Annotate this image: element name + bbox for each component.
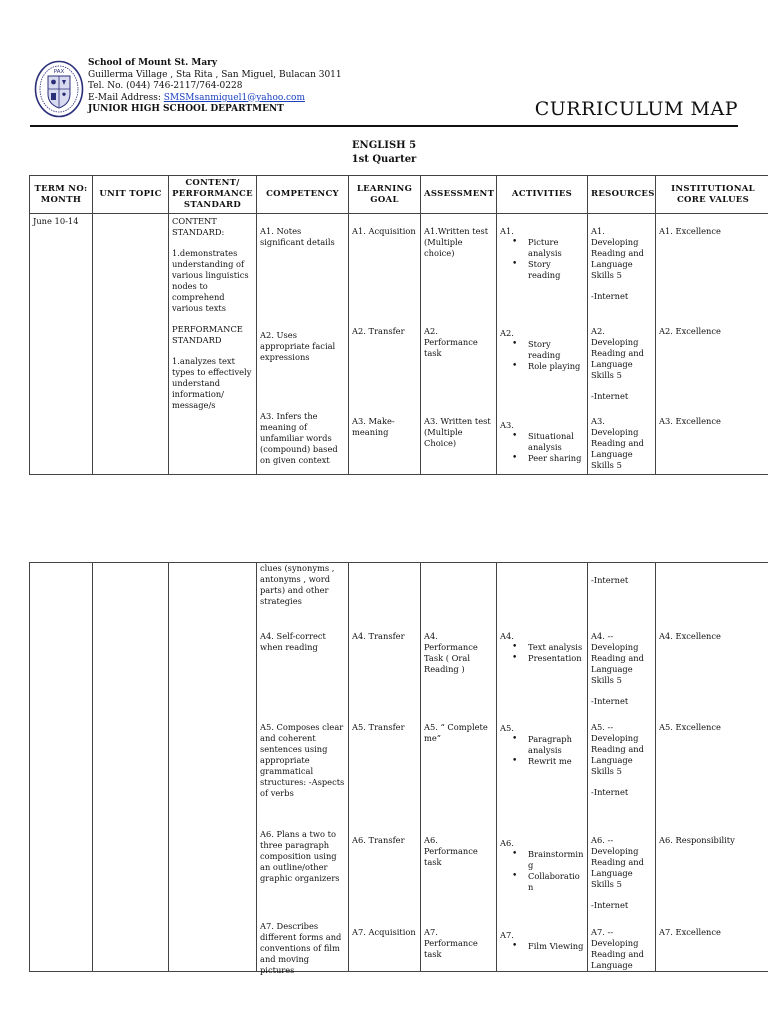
core-values-cell [656,563,768,972]
col-header-assessment: ASSESSMENT [421,176,497,214]
activities-cell [497,563,588,972]
curriculum-table-continued [29,562,768,975]
col-header-core-values: INSTITUTIONAL CORE VALUES [656,176,768,214]
resource-text: A6. --Developing Reading and Language Skills 5 [591,835,644,889]
term-cell [30,563,93,972]
list-item: • Story reading [500,259,584,281]
goal-a1: A1. Acquisition [352,226,416,236]
competency-a6: A6. Plans a two to three paragraph composition using an outline/other graphic organizers [260,829,340,883]
col-header-activities: ACTIVITIES [497,176,588,214]
activities-a4 [500,631,584,664]
col-header-learning-goal: LEARNING GOAL [349,176,421,214]
assessment-a4: A4. Performance Task ( Oral Reading ) [424,631,478,674]
resource-a4 [591,631,652,707]
document-title: CURRICULUM MAP [534,98,738,120]
resource-text: A5. --Developing Reading and Language Skills 5 [591,722,644,776]
performance-standard-text: 1.analyzes text types to effectively understand information/ message/s [172,356,252,410]
list-item: • Situational analysis [500,431,584,453]
activity-list [500,734,584,767]
activity-label: A7. [500,930,514,940]
list-item: • Rewrit me [500,756,584,767]
header-divider [30,125,738,127]
activities-a2 [500,328,584,372]
activity-label: A1. [500,226,514,236]
performance-standard-label: PERFORMANCE STANDARD [172,324,243,345]
school-address: Guillerma Village , Sta Rita , San Miguel, Bulacan 3011 [88,69,342,80]
competency-a1: A1. Notes significant details [260,226,335,247]
competency-continued: clues (synonyms , antonyms , word parts) and other strategies [260,563,335,606]
value-a4: A4. Excellence [659,631,721,641]
list-item: • Presentation [500,653,584,664]
assessment-cell [421,214,497,475]
value-a7: A7. Excellence [659,927,721,937]
resource-a7 [591,927,652,971]
list-item: • Picture analysis [500,237,584,259]
competency-a5: A5. Composes clear and coherent sentences using appropriate grammatical structures: -Aspects of verbs [260,722,345,798]
assessment-a1: A1.Written test (Multiple choice) [424,226,489,258]
activity-list [500,642,584,664]
goal-a5: A5. Transfer [352,722,405,732]
competency-a2: A2. Uses appropriate facial expressions [260,330,336,362]
col-header-unit-topic: UNIT TOPIC [93,176,169,214]
value-a5: A5. Excellence [659,722,721,732]
activity-label: A6. [500,838,514,848]
standard-cell [169,563,257,972]
activity-label: A4. [500,631,514,641]
resource-text: A2. Developing Reading and Language Skills 5 [591,326,644,380]
resource-a6 [591,835,652,911]
goal-a3: A3. Make-meaning [352,416,395,437]
department-name: JUNIOR HIGH SCHOOL DEPARTMENT [88,104,284,114]
activities-a6 [500,838,584,893]
list-item: • Collaboratio n [500,871,584,893]
table-header-row [30,176,768,214]
competency-cell [257,563,349,975]
subject-heading [0,139,768,167]
value-a1: A1. Excellence [659,226,721,236]
resource-a2 [591,326,652,402]
term-cell [30,214,93,475]
document-header [0,0,768,128]
activity-label: A2. [500,328,514,338]
core-values-cell [656,214,768,475]
resource-extra: -Internet [591,291,629,301]
assessment-a2: A2. Performance task [424,326,478,358]
assessment-a5: A5. “ Complete me” [424,722,488,743]
assessment-a6: A6. Performance task [424,835,478,867]
school-email-line [88,93,342,105]
competency-cell [257,214,349,475]
table-row [30,214,768,475]
list-item: • Role playing [500,361,584,372]
activity-label: A5. [500,723,514,733]
list-item: • Film Viewing [500,941,584,952]
resource-text: A7. --Developing Reading and Language [591,927,644,970]
activity-label: A3. [500,420,514,430]
resource-text: A4. --Developing Reading and Language Skills 5 [591,631,644,685]
list-item: • Peer sharing [500,453,584,464]
activity-list [500,431,584,464]
value-a2: A2. Excellence [659,326,721,336]
activities-a7 [500,930,584,952]
activity-list [500,237,584,281]
table-row [30,563,768,972]
list-item: • Paragraph analysis [500,734,584,756]
unit-topic-cell [93,214,169,475]
resource-extra: -Internet [591,391,629,401]
activities-a3 [500,420,584,464]
resource-extra: -Internet [591,900,629,910]
school-name: School of Mount St. Mary [88,58,218,68]
activity-list [500,339,584,372]
activity-list [500,849,584,893]
school-info [88,58,342,116]
svg-text:PAX: PAX [53,69,65,75]
value-a6: A6. Responsibility [659,835,735,845]
school-seal-icon [34,60,84,118]
resource-extra: -Internet [591,787,629,797]
col-header-competency: COMPETENCY [257,176,349,214]
assessment-a3: A3. Written test (Multiple Choice) [424,416,491,448]
resource-a5 [591,722,652,798]
learning-goal-cell [349,214,421,475]
resource-a1 [591,226,652,302]
value-a3: A3. Excellence [659,416,721,426]
list-item: • Text analysis [500,642,584,653]
unit-topic-cell [93,563,169,972]
email-label: E-Mail Address: [88,92,164,103]
goal-a2: A2. Transfer [352,326,405,336]
resource-a3 [591,416,652,471]
content-standard-label: CONTENT STANDARD: [172,216,225,237]
resource-continued: -Internet [591,575,629,585]
list-item: • Brainstormin g [500,849,584,871]
resources-cell [588,214,656,475]
col-header-standard: CONTENT/ PERFORMANCE STANDARD [169,176,257,214]
competency-a3: A3. Infers the meaning of unfamiliar words (compound) based on given context [260,411,338,465]
col-header-term: TERM NO: MONTH [30,176,93,214]
content-standard-text: 1.demonstrates understanding of various linguistics nodes to comprehend various texts [172,248,249,313]
competency-a7: A7. Describes different forms and conventions of film and moving pictures [260,921,342,975]
activities-a1 [500,226,584,281]
school-telephone: Tel. No. (044) 746-2117/764-0228 [88,81,243,91]
goal-a4: A4. Transfer [352,631,405,641]
assessment-a7: A7. Performance task [424,927,478,959]
curriculum-table [29,175,768,475]
competency-a4: A4. Self-correct when reading [260,631,326,652]
col-header-resources: RESOURCES [588,176,656,214]
activity-list [500,941,584,952]
activities-a5 [500,723,584,767]
activities-cell [497,214,588,475]
quarter-label: 1st Quarter [351,154,417,165]
resources-cell [588,563,656,972]
resource-text: A1. Developing Reading and Language Skills 5 [591,226,644,280]
subject-title: ENGLISH 5 [351,140,417,151]
learning-goal-cell [349,563,421,972]
resource-extra: -Internet [591,696,629,706]
goal-a7: A7. Acquisition [352,927,416,937]
list-item: • Story reading [500,339,584,361]
term-text: June 10-14 [33,216,79,226]
goal-a6: A6. Transfer [352,835,405,845]
standard-cell [169,214,257,475]
email-link[interactable]: SMSMsanmiguel1@yahoo.com [163,92,305,103]
resource-text: A3. Developing Reading and Language Skills 5 [591,416,644,470]
assessment-cell [421,563,497,972]
